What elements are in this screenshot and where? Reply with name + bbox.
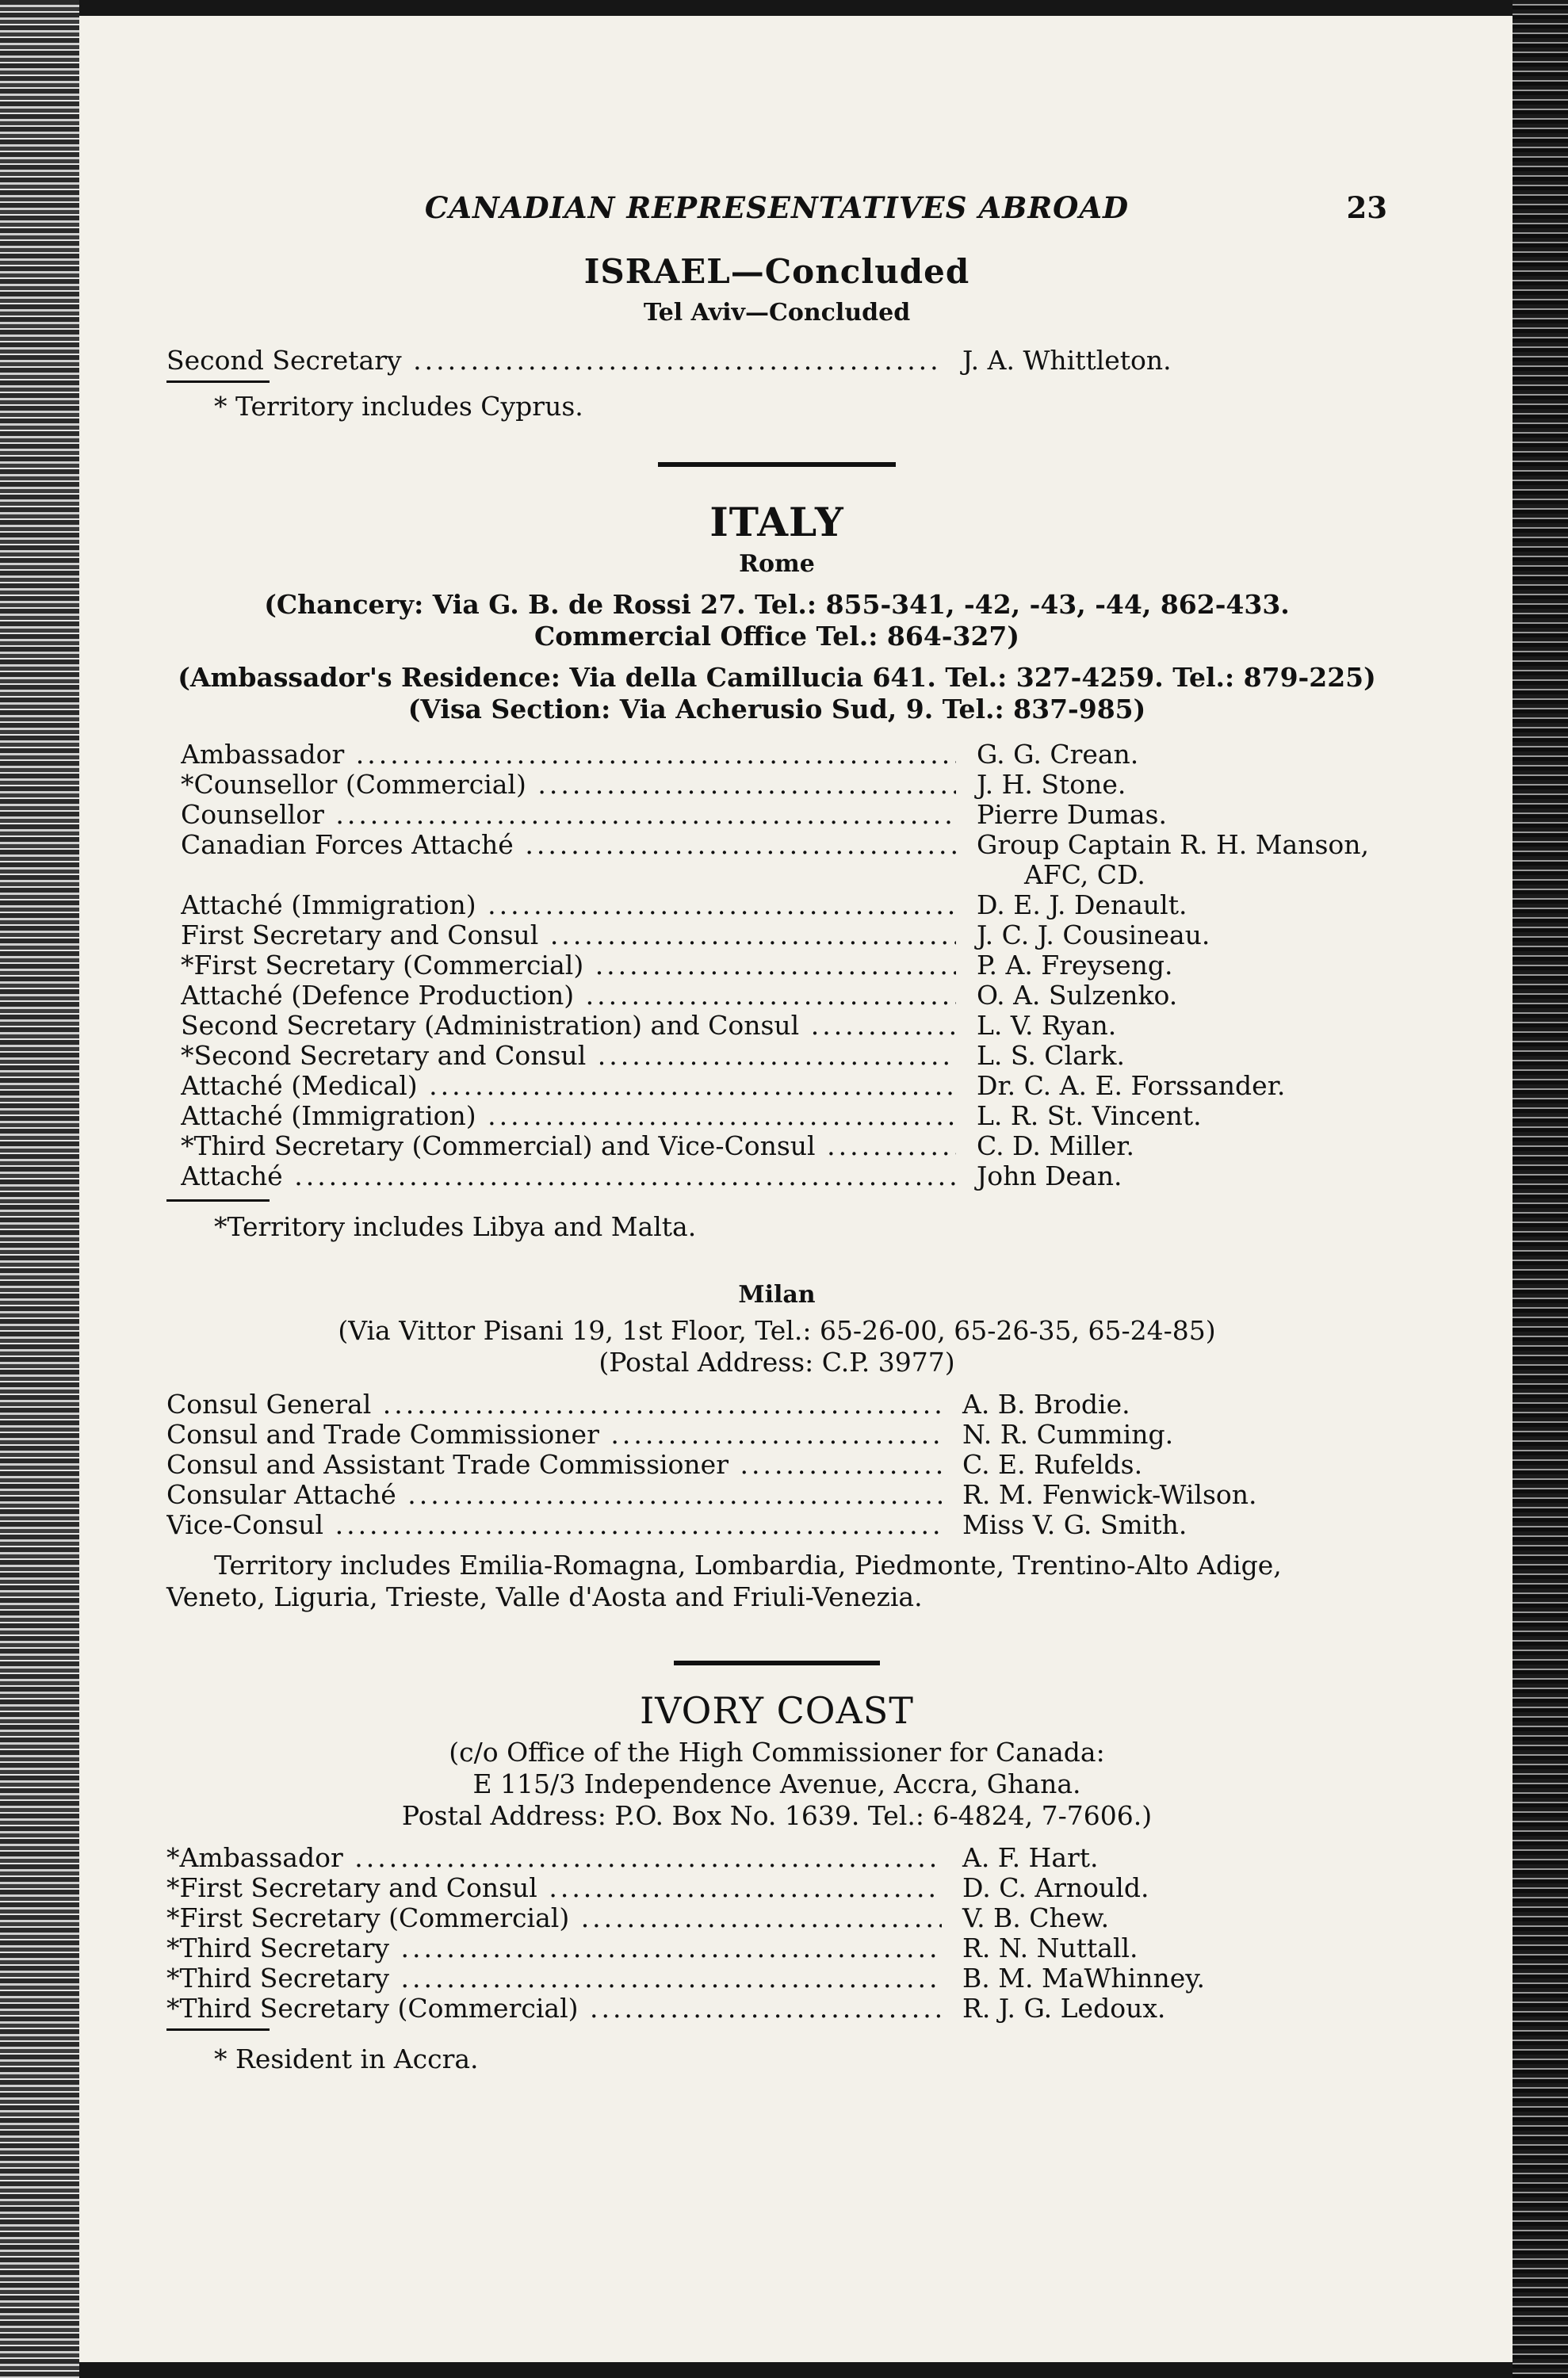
list-item (166, 1873, 1387, 1903)
milan-staff-list (166, 1390, 1387, 1540)
staff-name: B. M. MaWhinney. (962, 1963, 1205, 1994)
milan-territory-note: Territory includes Emilia-Romagna, Lombardia, Piedmonte, Trentino-Alto Adige, Veneto, Liguria, Trieste, Valle d'Aosta and Friuli-Venezia. (166, 1550, 1282, 1612)
staff-name: P. A. Freyseng. (977, 950, 1173, 981)
list-item (166, 1510, 1387, 1540)
staff-role: Attaché (Medical) ..... (181, 1071, 956, 1101)
staff-name: D. E. J. Denault. (977, 889, 1187, 920)
staff-name: C. E. Rufelds. (962, 1449, 1143, 1480)
staff-role: Consul and Trade Commissioner ..... (166, 1420, 942, 1450)
milan-address (166, 1315, 1387, 1378)
list-item (181, 800, 1387, 830)
page-binding-edge (0, 0, 79, 2378)
staff-role: *Third Secretary ..... (166, 1963, 942, 1994)
list-item (166, 1450, 1387, 1480)
staff-role: Consular Attaché ..... (166, 1480, 942, 1510)
list-item (166, 1963, 1387, 1994)
staff-role: Second Secretary ..... (166, 346, 942, 376)
address-line: (Chancery: Via G. B. de Rossi 27. Tel.: 855-341, -42, -43, -44, 862-433. (264, 589, 1290, 620)
list-item (181, 1101, 1387, 1131)
staff-name: G. G. Crean. (977, 739, 1139, 770)
staff-name: A. F. Hart. (962, 1842, 1099, 1873)
staff-role: *First Secretary and Consul ..... (166, 1873, 942, 1903)
address-line: (c/o Office of the High Commissioner for Canada: (449, 1737, 1105, 1768)
staff-role: Vice-Consul ..... (166, 1510, 942, 1540)
staff-name: L. V. Ryan. (977, 1010, 1117, 1041)
israel-staff-list (166, 346, 1387, 376)
rome-address (166, 589, 1387, 725)
address-line: (Via Vittor Pisani 19, 1st Floor, Tel.: 65-26-00, 65-26-35, 65-24-85) (338, 1315, 1216, 1346)
staff-role: Second Secretary (Administration) and Consul ..... (181, 1011, 956, 1041)
staff-role: *Third Secretary (Commercial) and Vice-Consul ..... (181, 1131, 956, 1161)
staff-name: Miss V. G. Smith. (962, 1509, 1187, 1540)
staff-role: Attaché ..... (181, 1161, 956, 1191)
footnote-rule (166, 1199, 270, 1202)
israel-footnote: * Territory includes Cyprus. (214, 391, 583, 422)
list-item (181, 890, 1387, 920)
page-content (166, 190, 1387, 2075)
footnote-rule (166, 2028, 270, 2031)
section-divider (674, 1661, 880, 1665)
staff-name: A. B. Brodie. (962, 1389, 1130, 1420)
ivory-coast-address (166, 1737, 1387, 1832)
ivory-coast-staff-list (166, 1843, 1387, 2024)
list-item (181, 1131, 1387, 1161)
running-header (166, 190, 1387, 230)
list-item (181, 1161, 1387, 1191)
israel-city: Tel Aviv—Concluded (643, 299, 911, 327)
staff-role: *Ambassador ..... (166, 1843, 942, 1873)
staff-role: Attaché (Immigration) ..... (181, 1101, 956, 1131)
staff-name: R. J. G. Ledoux. (962, 1993, 1166, 2024)
list-item (181, 1011, 1387, 1041)
list-item (181, 1041, 1387, 1071)
list-item (166, 346, 1387, 376)
address-line: (Postal Address: C.P. 3977) (599, 1347, 955, 1378)
staff-name: Pierre Dumas. (977, 799, 1167, 830)
list-item (181, 1071, 1387, 1101)
list-item (181, 770, 1387, 800)
page-number: 23 (1346, 190, 1387, 225)
staff-name: R. N. Nuttall. (962, 1933, 1138, 1963)
section-divider (658, 462, 896, 467)
list-item (181, 830, 1387, 860)
staff-name: R. M. Fenwick-Wilson. (962, 1479, 1257, 1510)
staff-role: First Secretary and Consul ..... (181, 920, 956, 950)
staff-name: J. A. Whittleton. (962, 345, 1172, 376)
italy-heading: ITALY (709, 499, 844, 545)
address-line: (Visa Section: Via Acherusio Sud, 9. Tel.: 837-985) (407, 694, 1146, 724)
staff-name: V. B. Chew. (962, 1902, 1110, 1933)
staff-role: *First Secretary (Commercial) ..... (181, 950, 956, 981)
staff-role: *Second Secretary and Consul ..... (181, 1041, 956, 1071)
staff-role: Ambassador ..... (181, 740, 956, 770)
staff-name: D. C. Arnould. (962, 1872, 1149, 1903)
list-item (181, 920, 1387, 950)
running-title: CANADIAN REPRESENTATIVES ABROAD (424, 190, 1130, 225)
staff-name: C. D. Miller. (977, 1130, 1134, 1161)
rome-footnote: *Territory includes Libya and Malta. (214, 1211, 697, 1242)
staff-name-continued: AFC, CD. (1024, 859, 1145, 890)
ivory-coast-footnote: * Resident in Accra. (214, 2043, 479, 2074)
staff-name: J. H. Stone. (977, 769, 1126, 800)
list-item (181, 950, 1387, 981)
staff-name: O. A. Sulzenko. (977, 980, 1178, 1011)
staff-name: J. C. J. Cousineau. (977, 919, 1210, 950)
footnote-rule (166, 380, 270, 383)
list-item (166, 1390, 1387, 1420)
staff-name: L. R. St. Vincent. (977, 1100, 1202, 1131)
staff-role: *Counsellor (Commercial) ..... (181, 770, 956, 800)
list-item (166, 1480, 1387, 1510)
list-item (181, 740, 1387, 770)
list-item (166, 1420, 1387, 1450)
staff-role: *Third Secretary ..... (166, 1933, 942, 1963)
address-line: (Ambassador's Residence: Via della Camillucia 641. Tel.: 327-4259. Tel.: 879-225) (178, 662, 1376, 693)
staff-role: Attaché (Defence Production) ..... (181, 981, 956, 1011)
list-item (166, 1994, 1387, 2024)
staff-name: L. S. Clark. (977, 1040, 1126, 1071)
ivory-coast-heading: IVORY COAST (640, 1689, 914, 1732)
staff-role: *First Secretary (Commercial) ..... (166, 1903, 942, 1933)
address-line: Commercial Office Tel.: 864-327) (534, 621, 1019, 652)
staff-role: Consul and Assistant Trade Commissioner ..... (166, 1450, 942, 1480)
staff-name: Dr. C. A. E. Forssander. (977, 1070, 1286, 1101)
staff-name: John Dean. (977, 1160, 1122, 1191)
rome-city: Rome (739, 550, 815, 578)
staff-role: Counsellor ..... (181, 800, 956, 830)
list-item (181, 981, 1387, 1011)
staff-role: Canadian Forces Attaché ..... (181, 830, 956, 860)
staff-role: Consul General ..... (166, 1390, 942, 1420)
staff-name: Group Captain R. H. Manson, (977, 829, 1369, 860)
list-item (166, 1933, 1387, 1963)
list-item (166, 1843, 1387, 1873)
address-line: E 115/3 Independence Avenue, Accra, Ghana. (472, 1768, 1081, 1799)
address-line: Postal Address: P.O. Box No. 1639. Tel.: 6-4824, 7-7606.) (401, 1800, 1153, 1831)
rome-staff-list (166, 740, 1387, 1191)
staff-role: Attaché (Immigration) ..... (181, 890, 956, 920)
page-shadow-edge (1513, 0, 1568, 2378)
staff-role: *Third Secretary (Commercial) ..... (166, 1994, 942, 2024)
list-item (166, 1903, 1387, 1933)
milan-city: Milan (738, 1281, 816, 1309)
israel-heading: ISRAEL—Concluded (583, 252, 970, 291)
staff-name: N. R. Cumming. (962, 1419, 1174, 1450)
